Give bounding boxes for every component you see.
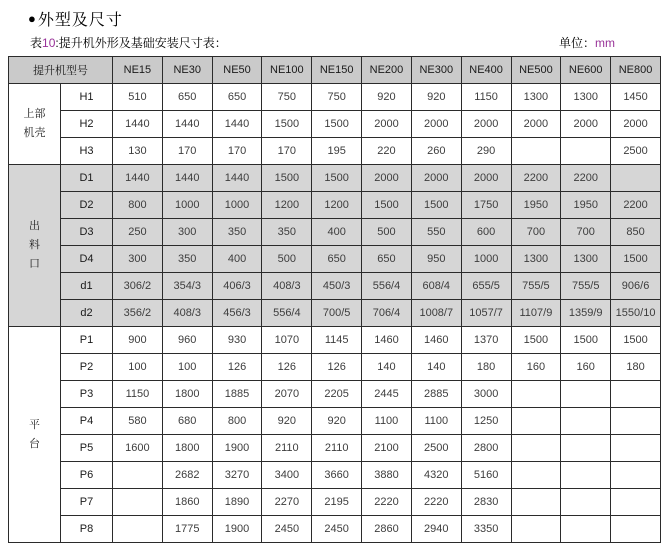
table-cell: 2000 (362, 111, 412, 138)
column-header: NE600 (561, 57, 611, 84)
table-cell: 580 (113, 408, 163, 435)
table-cell: 1200 (262, 192, 312, 219)
table-cell (611, 381, 661, 408)
table-cell: 3660 (312, 462, 362, 489)
table-row (9, 246, 661, 273)
table-cell: 170 (212, 138, 262, 165)
table-cell: 180 (461, 354, 511, 381)
page-title-text: 外型及尺寸 (37, 12, 123, 29)
table-cell: 3400 (262, 462, 312, 489)
table-cell: 1440 (113, 165, 163, 192)
table-cell: 700 (511, 219, 561, 246)
table-row (9, 516, 661, 543)
table-row (9, 165, 661, 192)
table-cell: 960 (162, 327, 212, 354)
table-cell: 550 (411, 219, 461, 246)
table-cell: 2110 (312, 435, 362, 462)
table-cell (511, 381, 561, 408)
table-cell: 1250 (461, 408, 511, 435)
table-cell: 170 (262, 138, 312, 165)
table-cell: 1440 (212, 111, 262, 138)
column-header: NE15 (113, 57, 163, 84)
table-cell: 350 (262, 219, 312, 246)
table-cell: 755/5 (511, 273, 561, 300)
group-label (9, 84, 61, 165)
column-header: NE100 (262, 57, 312, 84)
table-cell: 1100 (362, 408, 412, 435)
group-label-line: 口 (29, 258, 40, 270)
row-label: P4 (61, 408, 113, 435)
table-cell: 650 (312, 246, 362, 273)
table-cell: 900 (113, 327, 163, 354)
table-cell: 2000 (411, 111, 461, 138)
table-cell: 850 (611, 219, 661, 246)
table-cell: 140 (411, 354, 461, 381)
table-cell: 2100 (362, 435, 412, 462)
table-cell: 2000 (461, 165, 511, 192)
table-cell: 2000 (411, 165, 461, 192)
group-label-line: 平 (29, 418, 40, 431)
row-label: H3 (61, 138, 113, 165)
table-cell: 1450 (611, 84, 661, 111)
row-label: P3 (61, 381, 113, 408)
table-cell: 750 (262, 84, 312, 111)
table-cell: 354/3 (162, 273, 212, 300)
table-row (9, 273, 661, 300)
table-cell: 160 (561, 354, 611, 381)
table-cell: 920 (312, 408, 362, 435)
table-cell: 450/3 (312, 273, 362, 300)
row-label: P8 (61, 516, 113, 543)
row-label: H1 (61, 84, 113, 111)
table-cell: 920 (262, 408, 312, 435)
table-cell: 1057/7 (461, 300, 511, 327)
table-cell (561, 408, 611, 435)
table-cell: 1800 (162, 381, 212, 408)
unit-text: 单位： (558, 36, 595, 50)
table-cell: 650 (212, 84, 262, 111)
table-cell: 100 (113, 354, 163, 381)
table-cell: 180 (611, 354, 661, 381)
table-cell: 290 (461, 138, 511, 165)
table-cell: 1300 (511, 246, 561, 273)
table-cell: 1500 (411, 192, 461, 219)
table-cell: 500 (362, 219, 412, 246)
table-cell (561, 381, 611, 408)
table-cell: 800 (113, 192, 163, 219)
table-cell: 1500 (362, 192, 412, 219)
table-row (9, 192, 661, 219)
column-header: NE200 (362, 57, 412, 84)
table-cell: 100 (162, 354, 212, 381)
table-row (9, 219, 661, 246)
table-cell (561, 516, 611, 543)
table-cell: 706/4 (362, 300, 412, 327)
column-header: NE50 (212, 57, 262, 84)
table-cell: 1000 (162, 192, 212, 219)
table-cell: 2885 (411, 381, 461, 408)
table-cell: 1460 (362, 327, 412, 354)
table-cell: 1008/7 (411, 300, 461, 327)
table-cell: 2110 (262, 435, 312, 462)
table-cell: 5160 (461, 462, 511, 489)
table-cell: 1500 (611, 327, 661, 354)
table-cell: 1900 (212, 435, 262, 462)
table-cell: 1145 (312, 327, 362, 354)
table-cell: 1890 (212, 489, 262, 516)
table-cell: 680 (162, 408, 212, 435)
table-cell: 400 (212, 246, 262, 273)
group-label-line: 上部 (23, 108, 46, 120)
table-cell: 1775 (162, 516, 212, 543)
table-cell: 2200 (611, 192, 661, 219)
column-header: NE800 (611, 57, 661, 84)
table-cell: 1950 (561, 192, 611, 219)
table-cell (113, 516, 163, 543)
table-cell: 3880 (362, 462, 412, 489)
table-cell: 510 (113, 84, 163, 111)
table-cell: 2000 (362, 165, 412, 192)
table-cell: 1500 (561, 327, 611, 354)
table-cell: 2500 (411, 435, 461, 462)
table-cell: 126 (212, 354, 262, 381)
table-cell: 350 (162, 246, 212, 273)
table-cell (511, 489, 561, 516)
table-cell: 140 (362, 354, 412, 381)
table-cell: 130 (113, 138, 163, 165)
table-cell (611, 165, 661, 192)
row-label: P2 (61, 354, 113, 381)
table-cell (511, 435, 561, 462)
table-row (9, 84, 661, 111)
table-cell: 1300 (561, 84, 611, 111)
table-cell: 2220 (362, 489, 412, 516)
table-cell: 650 (162, 84, 212, 111)
table-row (9, 435, 661, 462)
table-cell: 2682 (162, 462, 212, 489)
table-cell: 126 (312, 354, 362, 381)
group-label (9, 327, 61, 543)
table-cell: 920 (411, 84, 461, 111)
table-cell: 556/4 (362, 273, 412, 300)
table-cell: 456/3 (212, 300, 262, 327)
bullet-icon: ● (28, 11, 37, 26)
row-label: D2 (61, 192, 113, 219)
table-cell: 170 (162, 138, 212, 165)
table-cell: 2940 (411, 516, 461, 543)
table-cell: 2205 (312, 381, 362, 408)
table-cell: 906/6 (611, 273, 661, 300)
table-cell: 408/3 (162, 300, 212, 327)
table-cell: 406/3 (212, 273, 262, 300)
row-label: P1 (61, 327, 113, 354)
table-cell: 250 (113, 219, 163, 246)
table-cell: 260 (411, 138, 461, 165)
table-cell: 700/5 (312, 300, 362, 327)
table-cell: 1150 (461, 84, 511, 111)
page-title (28, 7, 663, 30)
column-header: NE400 (461, 57, 511, 84)
table-cell: 1200 (312, 192, 362, 219)
table-cell: 1440 (162, 111, 212, 138)
table-cell: 3350 (461, 516, 511, 543)
table-cell: 1460 (411, 327, 461, 354)
table-cell: 2270 (262, 489, 312, 516)
column-header: NE500 (511, 57, 561, 84)
caption-row (30, 34, 615, 51)
table-cell: 1000 (212, 192, 262, 219)
table-cell: 1750 (461, 192, 511, 219)
table-cell: 2200 (511, 165, 561, 192)
table-cell: 2200 (561, 165, 611, 192)
row-label: P6 (61, 462, 113, 489)
table-cell: 2860 (362, 516, 412, 543)
table-cell (611, 408, 661, 435)
table-cell: 1300 (511, 84, 561, 111)
dimension-table (8, 56, 661, 543)
row-label: d1 (61, 273, 113, 300)
table-cell (611, 435, 661, 462)
caption-prefix: 表 (30, 36, 43, 50)
table-cell: 2500 (611, 138, 661, 165)
table-cell: 800 (212, 408, 262, 435)
column-header: NE30 (162, 57, 212, 84)
table-row (9, 381, 661, 408)
group-label-line: 出 (29, 220, 40, 232)
table-cell (611, 462, 661, 489)
table-cell: 950 (411, 246, 461, 273)
table-cell: 2445 (362, 381, 412, 408)
table-cell (561, 462, 611, 489)
table-cell: 1600 (113, 435, 163, 462)
table-cell: 1300 (561, 246, 611, 273)
table-cell: 300 (113, 246, 163, 273)
row-label: D1 (61, 165, 113, 192)
table-cell: 2800 (461, 435, 511, 462)
table-cell: 2450 (262, 516, 312, 543)
table-cell (511, 138, 561, 165)
table-cell: 930 (212, 327, 262, 354)
table-cell: 1550/10 (611, 300, 661, 327)
table-cell: 2000 (461, 111, 511, 138)
table-cell: 4320 (411, 462, 461, 489)
table-cell (561, 435, 611, 462)
table-cell: 2195 (312, 489, 362, 516)
table-cell: 1440 (113, 111, 163, 138)
table-cell: 1370 (461, 327, 511, 354)
table-cell: 408/3 (262, 273, 312, 300)
table-cell: 1500 (262, 165, 312, 192)
row-label: d2 (61, 300, 113, 327)
table-cell: 306/2 (113, 273, 163, 300)
table-cell: 700 (561, 219, 611, 246)
table-cell: 126 (262, 354, 312, 381)
table-cell: 1800 (162, 435, 212, 462)
column-header: NE150 (312, 57, 362, 84)
row-label: P5 (61, 435, 113, 462)
table-cell: 195 (312, 138, 362, 165)
table-cell: 1100 (411, 408, 461, 435)
table-cell: 350 (212, 219, 262, 246)
table-cell: 500 (262, 246, 312, 273)
table-cell: 1500 (611, 246, 661, 273)
table-cell (561, 138, 611, 165)
caption-rest: :提升机外形及基础安装尺寸表： (55, 36, 227, 50)
table-row (9, 111, 661, 138)
table-cell (611, 516, 661, 543)
table-cell: 1860 (162, 489, 212, 516)
table-row (9, 300, 661, 327)
table-cell: 1107/9 (511, 300, 561, 327)
unit-label (559, 34, 615, 51)
table-cell (113, 462, 163, 489)
table-cell: 1440 (162, 165, 212, 192)
table-cell: 160 (511, 354, 561, 381)
table-caption (30, 34, 227, 51)
table-cell: 2830 (461, 489, 511, 516)
table-cell: 356/2 (113, 300, 163, 327)
table-cell: 1070 (262, 327, 312, 354)
table-cell: 1150 (113, 381, 163, 408)
table-cell: 608/4 (411, 273, 461, 300)
table-cell (561, 489, 611, 516)
group-label-line: 料 (29, 239, 40, 251)
table-cell: 650 (362, 246, 412, 273)
table-cell: 1359/9 (561, 300, 611, 327)
caption-number: 10 (42, 36, 56, 50)
group-label-line: 台 (29, 437, 40, 450)
table-cell: 920 (362, 84, 412, 111)
table-cell: 556/4 (262, 300, 312, 327)
table-cell (511, 408, 561, 435)
table-cell: 3270 (212, 462, 262, 489)
table-row (9, 489, 661, 516)
table-cell: 2070 (262, 381, 312, 408)
table-cell: 1500 (511, 327, 561, 354)
table-cell: 220 (362, 138, 412, 165)
table-cell: 2450 (312, 516, 362, 543)
table-cell (611, 489, 661, 516)
table-cell: 1500 (262, 111, 312, 138)
group-label-line: 机壳 (23, 127, 46, 139)
table-cell: 755/5 (561, 273, 611, 300)
group-label (9, 165, 61, 327)
table-cell: 300 (162, 219, 212, 246)
table-cell: 1500 (312, 165, 362, 192)
table-cell (113, 489, 163, 516)
table-cell (511, 516, 561, 543)
table-row (9, 327, 661, 354)
table-cell: 600 (461, 219, 511, 246)
row-label: D3 (61, 219, 113, 246)
table-cell: 750 (312, 84, 362, 111)
table-cell: 1000 (461, 246, 511, 273)
corner-header: 提升机型号 (9, 57, 113, 84)
table-cell: 1500 (312, 111, 362, 138)
row-label: P7 (61, 489, 113, 516)
table-cell: 1900 (212, 516, 262, 543)
table-cell: 400 (312, 219, 362, 246)
table-cell: 2000 (511, 111, 561, 138)
table-row (9, 354, 661, 381)
table-row (9, 462, 661, 489)
table-cell: 2220 (411, 489, 461, 516)
table-cell: 655/5 (461, 273, 511, 300)
table-row (9, 138, 661, 165)
table-cell: 1440 (212, 165, 262, 192)
table-row (9, 408, 661, 435)
table-cell (511, 462, 561, 489)
row-label: D4 (61, 246, 113, 273)
table-cell: 2000 (611, 111, 661, 138)
table-cell: 1950 (511, 192, 561, 219)
table-cell: 2000 (561, 111, 611, 138)
row-label: H2 (61, 111, 113, 138)
column-header: NE300 (411, 57, 461, 84)
unit-value: mm (595, 36, 615, 50)
table-cell: 3000 (461, 381, 511, 408)
table-cell: 1885 (212, 381, 262, 408)
